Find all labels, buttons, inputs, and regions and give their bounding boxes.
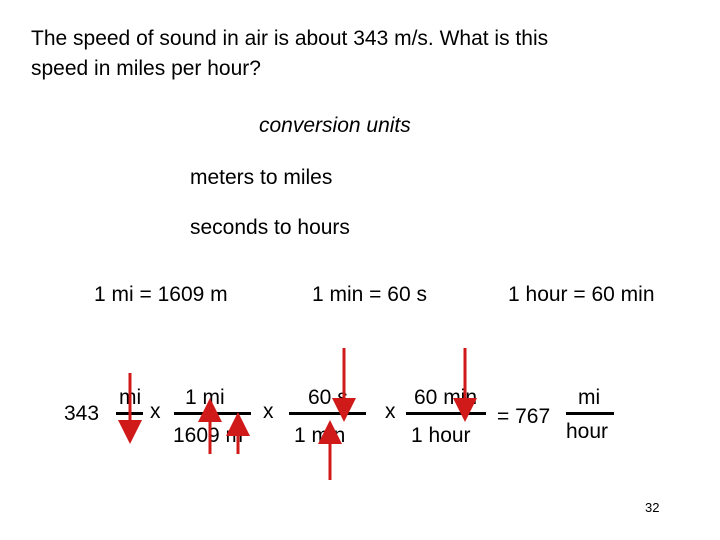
fact-minute-seconds: 1 min = 60 s bbox=[312, 283, 427, 306]
times-sign-2: x bbox=[263, 400, 274, 423]
page-number: 32 bbox=[645, 500, 660, 515]
fraction-5-denominator: hour bbox=[566, 420, 609, 443]
fraction-5-bar bbox=[566, 412, 614, 415]
fraction-1-denominator: s bbox=[124, 416, 135, 439]
fact-hour-minutes: 1 hour = 60 min bbox=[508, 283, 655, 306]
equation-result: = 767 bbox=[497, 405, 551, 428]
fraction-2-denominator: 1609 m bbox=[173, 424, 244, 447]
fact-mile-meters: 1 mi = 1609 m bbox=[94, 283, 228, 306]
conversion-units-heading: conversion units bbox=[259, 114, 411, 137]
fraction-4-bar bbox=[406, 412, 486, 415]
times-sign-3: x bbox=[385, 400, 396, 423]
equation-value: 343 bbox=[64, 402, 100, 425]
fraction-1-bar bbox=[116, 412, 143, 415]
fraction-2-bar bbox=[174, 412, 251, 415]
fraction-3-bar bbox=[289, 412, 366, 415]
times-sign-1: x bbox=[150, 400, 161, 423]
fraction-1-numerator: mi bbox=[119, 386, 142, 409]
fraction-3-denominator: 1 min bbox=[294, 424, 346, 447]
fraction-5-numerator: mi bbox=[578, 386, 601, 409]
question-text bbox=[31, 24, 671, 84]
conversion-item-seconds-to-hours: seconds to hours bbox=[190, 216, 350, 239]
fraction-4-numerator: 60 min bbox=[414, 386, 478, 409]
fraction-4-denominator: 1 hour bbox=[411, 424, 471, 447]
fraction-2-numerator: 1 mi bbox=[185, 386, 225, 409]
question-line-2: speed in miles per hour? bbox=[31, 57, 261, 80]
conversion-item-meters-to-miles: meters to miles bbox=[190, 166, 333, 189]
question-line-1: The speed of sound in air is about 343 m/s. What is this bbox=[31, 27, 549, 50]
fraction-3-numerator: 60 s bbox=[308, 386, 348, 409]
